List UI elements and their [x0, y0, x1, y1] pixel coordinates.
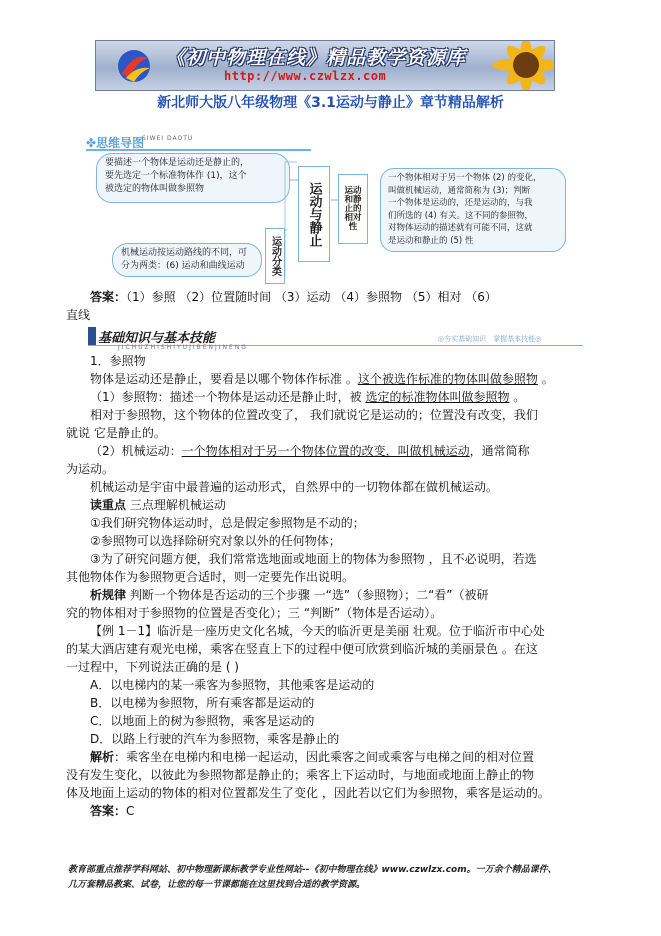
paragraph: 究的物体相对于参照物的位置是否变化）；三 “判断”（物体是否运动）。 — [66, 606, 443, 620]
section-subtitle: JICHUZHISHIYUJIBENJINENG — [118, 344, 248, 351]
mindmap-bubble-reference: 要描述一个物体是运动还是静止的， 要先选定一个标准物体作 (1)，这个 被选定的物体叫做参照物 — [96, 153, 290, 203]
section-band-marker — [88, 327, 96, 345]
answer-example: 答案：C — [90, 804, 135, 818]
section-tagline: ◎夯实基础知识 掌握基本技能◎ — [438, 335, 542, 343]
list-item: 其他物体作为参照物更合适时，则一定要先作出说明。 — [66, 570, 355, 584]
section-title: 基础知识与基本技能 — [98, 331, 216, 346]
header-banner — [95, 40, 555, 91]
paragraph: 物体是运动还是静止，要看是以哪个物体作标准 。这个被选作标准的物体叫做参照物 。 — [90, 372, 554, 386]
key-point-heading: 读重点 三点理解机械运动 — [90, 498, 226, 512]
paragraph: （2）机械运动：一个物体相对于另一个物体位置的改变，叫做机械运动，通常简称 — [90, 444, 530, 458]
logo-icon — [114, 48, 154, 84]
mindmap-bubble-classify: 机械运动按运动路线的不同，可 分为两类：(6) 运动和曲线运动 — [112, 243, 262, 277]
analysis: 解析：乘客坐在电梯内和电梯一起运动，因此乘客之间或乘客与电梯之间的相对位置 — [90, 750, 535, 764]
banner-title: 《初中物理在线》精品教学资源库 — [166, 47, 467, 69]
paragraph: 就说 它是静止的。 — [66, 426, 166, 440]
analysis: 体及地面上运动的物体的相对位置都发生了变化 ，因此若以它们为参照物，乘客是运动的。 — [66, 786, 550, 800]
answer-mindmap: 答案：（1）参照 （2）位置随时间 （3）运动 （4）参照物 （5）相对 （6） — [90, 290, 497, 304]
option-d: D．以路上行驶的汽车为参照物，乘客是静止的 — [90, 732, 340, 746]
example-question: 【例 1－1】临沂是一座历史文化名城，今天的临沂更是美丽 壮观。位于临沂市中心处 — [90, 624, 545, 638]
document-title: 新北师大版八年级物理《3.1运动与静止》章节精品解析 — [157, 95, 504, 111]
banner-url[interactable]: http://www.czwlzx.com — [224, 69, 387, 83]
mindmap-subtitle: SIWEI DAOTU — [142, 135, 194, 142]
analysis: 没有发生变化，以彼此为参照物都是静止的；乘客上下运动时，与地面或地面上静止的物 — [66, 768, 535, 782]
mindmap-center-node: 运动与静止 — [298, 166, 330, 262]
mindmap-divider — [86, 149, 311, 151]
list-item: ③为了研究问题方便，我们常常选地面或地面上的物体为参照物 ，且不必说明，若选 — [90, 552, 537, 566]
option-c: C．以地面上的树为参照物，乘客是运动的 — [90, 714, 315, 728]
paragraph: （1）参照物：描述一个物体是运动还是静止时，被 选定的标准物体叫做参照物 。 — [90, 390, 526, 404]
option-b: B．以电梯为参照物，所有乘客都是运动的 — [90, 696, 315, 710]
example-question: 一过程中，下列说法正确的是 ( ) — [66, 660, 239, 674]
sunflower-icon — [486, 40, 555, 91]
example-question: 的某大酒店建有观光电梯，乘客在竖直上下的过程中便可欣赏到临沂城的美丽景色 。在这 — [66, 642, 538, 656]
answer-mindmap-wrap: 直线 — [66, 308, 91, 322]
mindmap-title: ✤思维导图 — [86, 136, 145, 150]
paragraph: 相对于参照物，这个物体的位置改变了， 我们就说它是运动的；位置没有改变，我们 — [90, 408, 538, 422]
mindmap-classify-node: 运动分类 — [265, 228, 285, 284]
option-a: A．以电梯内的某一乘客为参照物，其他乘客是运动的 — [90, 678, 375, 692]
paragraph: 为运动。 — [66, 462, 115, 476]
list-item: ①我们研究物体运动时，总是假定参照物是不动的； — [90, 516, 365, 530]
mindmap-relativity-node: 运动和静止的相对性 — [338, 174, 368, 244]
list-item: ②参照物可以选择除研究对象以外的任何物体； — [90, 534, 341, 548]
paragraph: 机械运动是宇宙中最普遍的运动形式，自然界中的一切物体都在做机械运动。 — [90, 480, 499, 494]
rule-heading: 析规律 判断一个物体是否运动的三个步骤 一“选”（参照物）；二“看”（被研 — [90, 588, 489, 602]
mindmap-bubble-motion: 一个物体相对于另一个物体 (2) 的变化， 叫做机械运动，通常简称为 (3)；判断 一个物体是运动的，还是运动的，与我 们所选的 (4) 有关。这不同的参照物， 对物体运动的描述就有可能不同，这就 是运动和静止的 (5) 性 — [380, 168, 566, 252]
heading-reference-object: 1．参照物 — [90, 354, 146, 368]
footer: 教育部重点推荐学科网站、初中物理新课标教学专业性网站--《初中物理在线》www.czwlzx.com。一万余个精品课件、 几万套精品教案、试卷，让您的每一节课都能在这里找到合适的教学资源。 — [68, 865, 557, 890]
